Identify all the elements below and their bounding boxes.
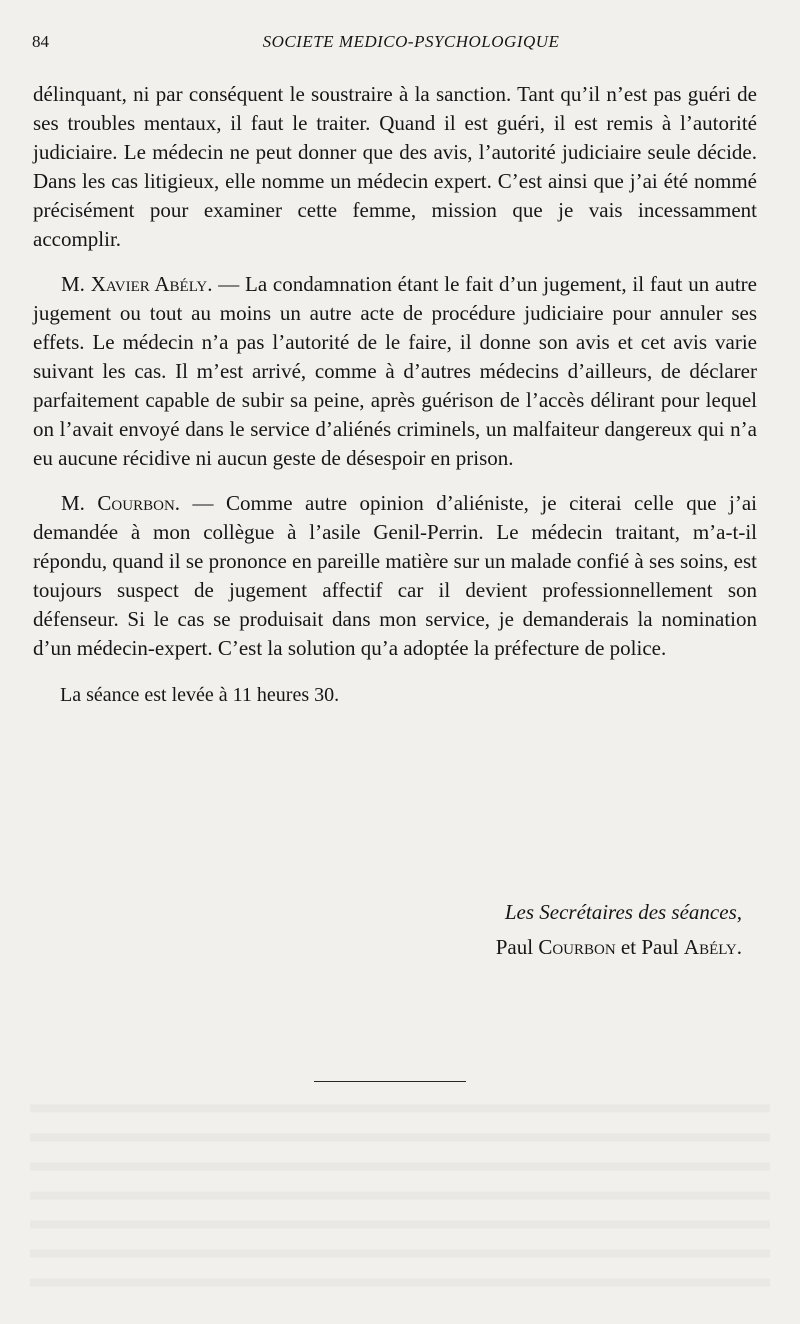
signatory-surname: Courbon — [538, 935, 616, 959]
body-text — [33, 80, 757, 710]
page-number: 84 — [32, 32, 49, 51]
signature-role: Les Secrétaires des séances, — [504, 900, 742, 924]
session-closing: La séance est levée à 11 heures 30. — [60, 684, 340, 706]
running-header — [32, 32, 770, 56]
speech-text: — La condamnation étant le fait d’un jugement, il faut un autre jugement ou tout au moins un autre acte de procédure judiciaire pour annuler ses effets. Le médecin n’a pas l’autorité de le faire, il donne son avis et cet avis varie suivant les cas. Il m’est arrivé, comme à d’autres médecins d’ailleurs, de déclarer parfaitement capable de subir sa peine, après guérison de l’accès délirant pour lequel on l’avait envoyé dans le service d’aliénés criminels, un malfaiteur dangereux qui n’a eu aucune récidive ni aucun geste de désespoir en prison. — [33, 272, 757, 470]
speech-text: — Comme autre opinion d’aliéniste, je citerai celle que j’ai demandée à mon collègue à l’asile Genil-Perrin. Le médecin traitant, m’a-t-il répondu, quand il se prononce en pareille matière sur un malade confié à ses soins, est toujours suspect de jugement affectif car il devient professionnellement son défenseur. Si le cas se produisait dans mon service, je demanderais la nomination d’un médecin-expert. C’est la solution qu’a adoptée la préfecture de police. — [33, 491, 757, 660]
show-through-texture — [30, 1090, 770, 1290]
signatory-given-name: Paul — [641, 935, 679, 959]
paragraph-courbon — [33, 489, 757, 663]
signatory-given-name: Paul — [495, 935, 534, 959]
speaker-name: M. Xavier Abély. — [61, 272, 213, 296]
signatory-surname: Abély. — [683, 935, 742, 959]
signature-conjunction: et — [620, 935, 637, 959]
paragraph-continuation: délinquant, ni par conséquent le soustraire à la sanction. Tant qu’il n’est pas guéri de ses troubles mentaux, il faut le traiter. Quand il est guéri, il est remis à l’autorité judiciaire. Le médecin ne peut donner que des avis, l’autorité judiciaire seule décide. Dans les cas litigieux, elle nomme un médecin expert. C’est ainsi que j’ai été nommé précisément pour examiner cette femme, mission que je vais incessamment accomplir. — [33, 82, 757, 251]
speaker-name: M. Courbon. — [61, 491, 181, 515]
section-divider — [314, 1081, 466, 1082]
signature-block — [496, 895, 742, 965]
signature-names — [496, 930, 742, 965]
journal-title: SOCIETE MEDICO-PSYCHOLOGIQUE — [262, 32, 560, 51]
paragraph-abely — [33, 270, 757, 473]
